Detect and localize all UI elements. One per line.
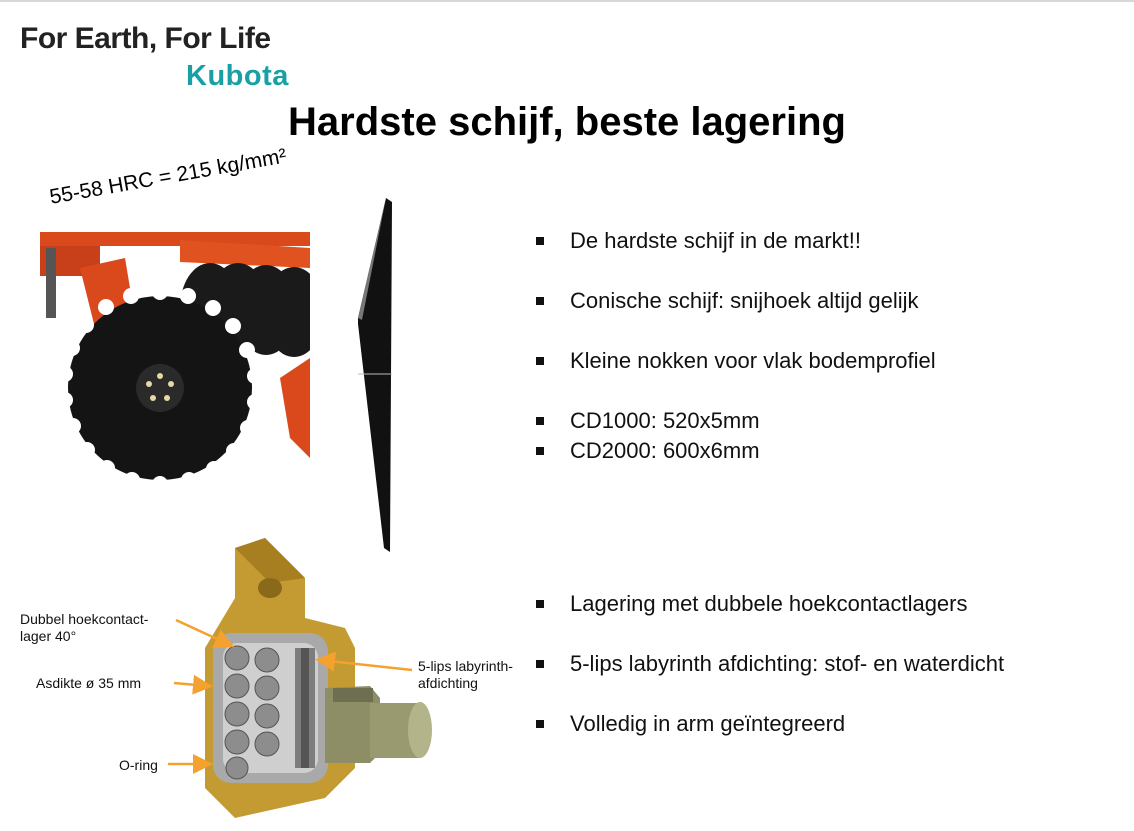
kubota-logo: Kubota <box>186 60 289 92</box>
bullet-list-top-1 <box>534 228 861 254</box>
label-5-lips-labyrinth: 5-lips labyrinth-afdichting <box>418 658 513 691</box>
disc-profile-image <box>352 198 396 552</box>
bullet-list-bottom-1 <box>534 591 968 617</box>
label-asdikte: Asdikte ø 35 mm <box>36 675 142 691</box>
bullet-list-bottom-2 <box>534 651 1004 677</box>
bullet-5-lips: 5-lips labyrinth afdichting: stof- en waterdicht <box>534 651 1004 677</box>
bullet-lagering: Lagering met dubbele hoekcontactlagers <box>534 591 968 617</box>
disc-harrow-image <box>40 228 310 490</box>
label-o-ring: O-ring <box>119 757 158 773</box>
bullet-cd2000: CD2000: 600x6mm <box>534 438 760 464</box>
bullet-cd1000: CD1000: 520x5mm <box>534 408 760 434</box>
bullet-list-bottom-3 <box>534 711 845 737</box>
bullet-volledig-in-arm: Volledig in arm geïntegreerd <box>534 711 845 737</box>
tagline: For Earth, For Life <box>20 22 271 55</box>
bullet-list-top-4 <box>534 408 760 434</box>
label-dubbel-hoekcontactlager: Dubbel hoekcontact-lager 40° <box>20 611 149 644</box>
bullet-conische-schijf: Conische schijf: snijhoek altijd gelijk <box>534 288 919 314</box>
bullet-kleine-nokken: Kleine nokken voor vlak bodemprofiel <box>534 348 936 374</box>
bullet-list-top-2 <box>534 288 919 314</box>
bearing-image <box>195 538 440 818</box>
bullet-hardste-schijf: De hardste schijf in de markt!! <box>534 228 861 254</box>
slide-title: Hardste schijf, beste lagering <box>288 100 846 144</box>
hardness-label: 55-58 HRC = 215 kg/mm² <box>47 144 289 209</box>
bullet-list-top-5 <box>534 438 760 464</box>
top-divider <box>0 0 1134 2</box>
bullet-list-top-3 <box>534 348 936 374</box>
